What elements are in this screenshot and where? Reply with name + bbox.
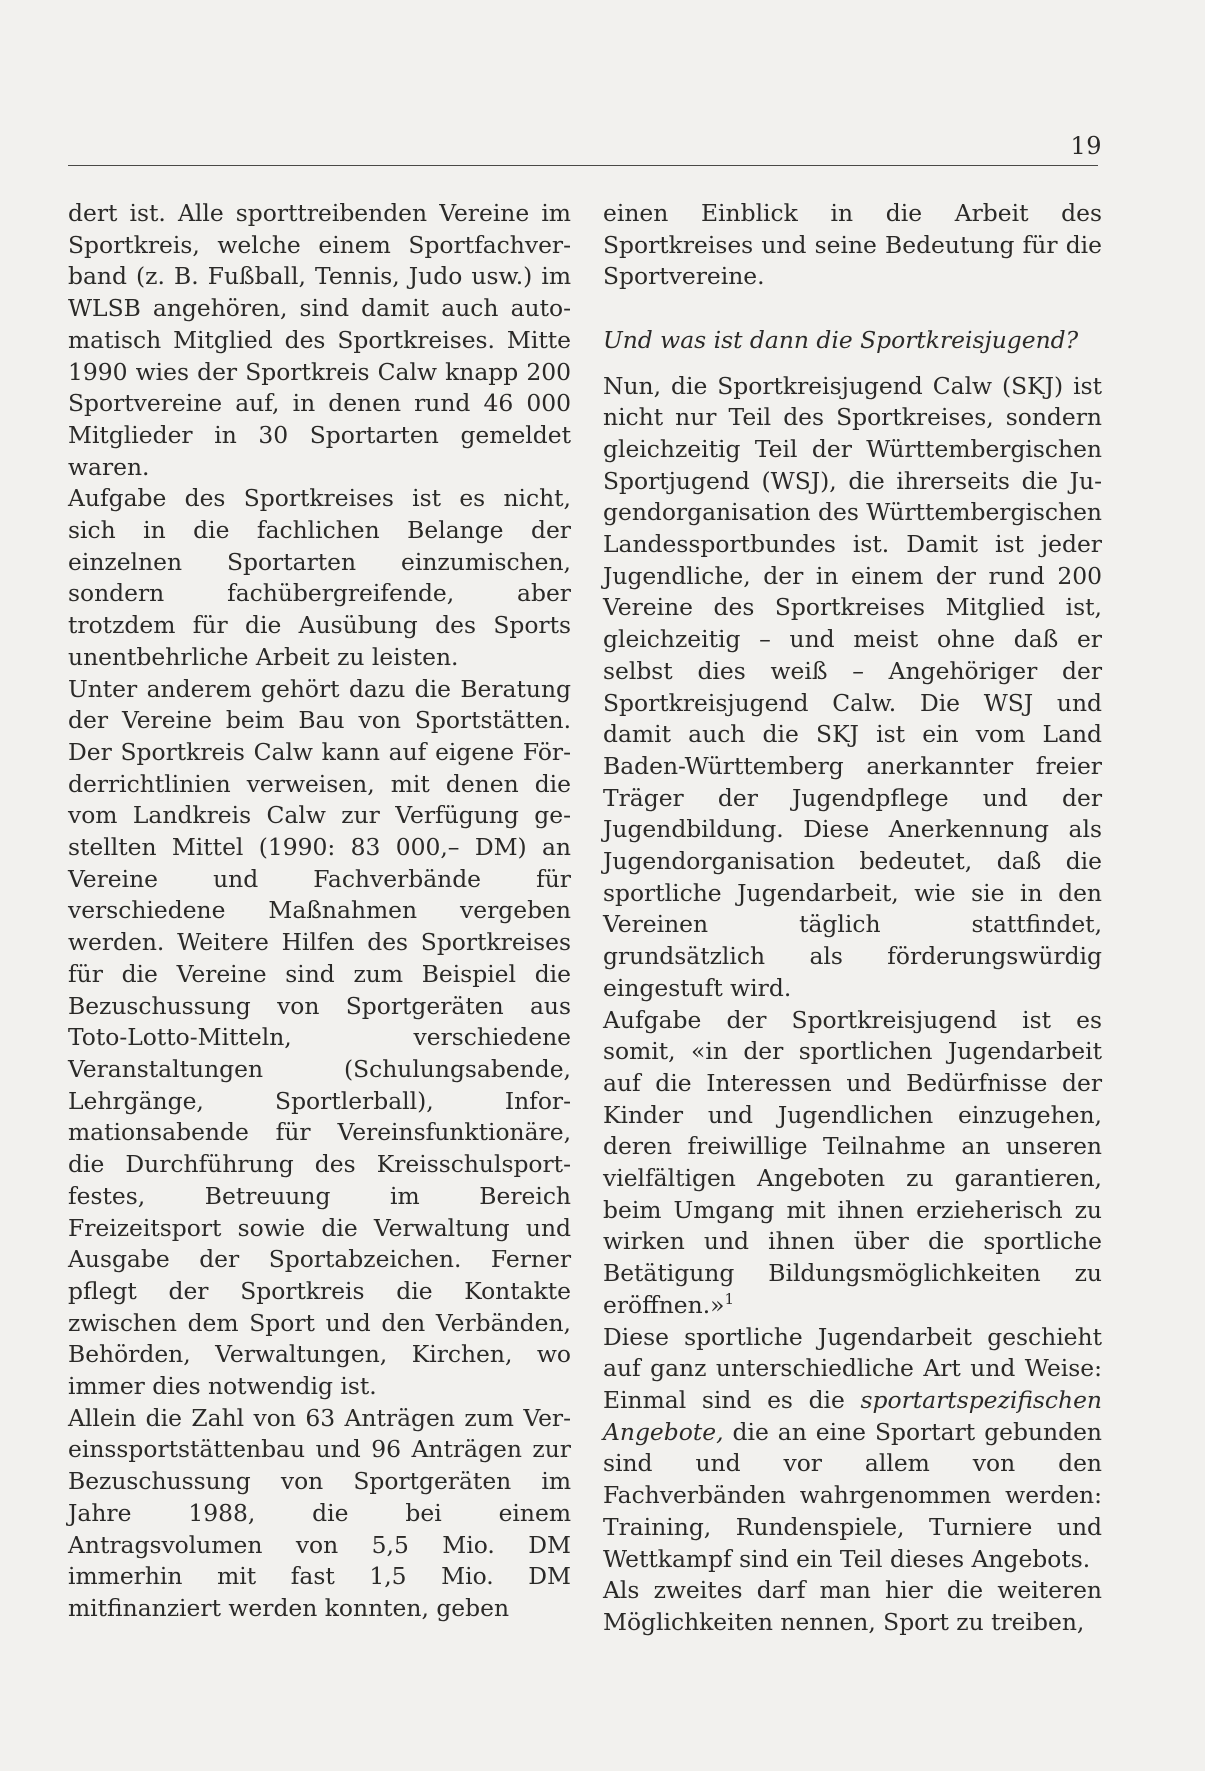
paragraph: Als zweites darf man hier die weiteren Möglichkeiten nennen, Sport zu treiben, xyxy=(603,1576,1102,1636)
right-column xyxy=(603,198,1102,1639)
paragraph: dert ist. Alle sporttreibenden Vereine im Sportkreis, welche einem Sportfachverband (z. B. Fußball, Tennis, Judo usw.) im WLSB angehören, sind damit auch automatisch Mitglied des Sportkreises. Mitte 1990 wies der Sportkreis Calw knapp 200 Sportvereine auf, in denen rund 46 000 Mitglieder in 30 Sportarten gemeldet waren. xyxy=(68,199,571,481)
paragraph: Aufgabe des Sportkreises ist es nicht, sich in die fachlichen Belange der einzelnen Sportarten einzumischen, sondern fachübergreifende, aber trotzdem für die Ausübung des Sports unentbehrliche Arbeit zu leisten. xyxy=(68,484,571,671)
header-rule xyxy=(68,165,1098,166)
footnote-mark: 1 xyxy=(724,1289,734,1308)
left-column xyxy=(68,198,571,1625)
section-heading: Und was ist dann die Sportkreisjugend? xyxy=(603,325,1079,354)
paragraph: Unter anderem gehört dazu die Beratung der Vereine beim Bau von Sportstätten. Der Sportkreis Calw kann auf eigene Förderrichtlinien verweisen, mit denen die vom Landkreis Calw zur Verfügung gestellten Mittel (1990: 83 000,– DM) an Vereine und Fachverbände für verschiedene Maßnahmen vergeben werden. Weitere Hilfen des Sportkreises für die Vereine sind zum Beispiel die Bezuschussung von Sportgeräten aus Toto-Lotto-Mitteln, verschiedene Veranstaltungen (Schulungsabende, Lehrgänge, Sportlerball), Informationsabende für Vereinsfunktionäre, die Durchführung des Kreisschulsportfestes, Betreuung im Bereich Freizeitsport sowie die Verwaltung und Ausgabe der Sportabzeichen. Ferner pflegt der Sportkreis die Kontakte zwischen dem Sport und den Verbänden, Behörden, Verwaltungen, Kirchen, wo immer dies notwendig ist. xyxy=(68,674,571,1401)
paragraph: Allein die Zahl von 63 Anträgen zum Vereinssportstättenbau und 96 Anträgen zur Bezuschussung von Sportgeräten im Jahre 1988, die bei einem Antragsvolumen von 5,5 Mio. DM immerhin mit fast 1,5 Mio. DM mitfinanziert werden konnten, geben xyxy=(68,1403,571,1622)
paragraph xyxy=(603,1322,1102,1576)
paragraph: Nun, die Sportkreisjugend Calw (SKJ) ist nicht nur Teil des Sportkreises, sondern gleichzeitig Teil der Württembergischen Sportjugend (WSJ), die ihrerseits die Jugendorganisation des Württembergischen Landessportbundes ist. Damit ist jeder Jugendliche, der in einem der rund 200 Vereine des Sportkreises Mitglied ist, gleichzeitig – und meist ohne daß er selbst dies weiß – Angehöriger der Sportkreisjugend Calw. Die WSJ und damit auch die SKJ ist ein vom Land Baden-Württemberg anerkannter freier Träger der Jugendpflege und der Jugendbildung. Diese Anerkennung als Jugendorganisation bedeutet, daß die sportliche Jugendarbeit, wie sie in den Vereinen täglich stattfindet, grundsätzlich als förderungswürdig eingestuft wird. xyxy=(603,371,1102,1002)
quote-paragraph xyxy=(603,1005,1102,1322)
paragraph-text: die an eine Sportart gebunden sind und vor allem von den Fachverbänden wahrgenommen werden: Training, Rundenspiele, Turniere und Wettkampf sind ein Teil dieses Angebots. xyxy=(603,1417,1102,1573)
page-number: 19 xyxy=(1070,132,1102,160)
emphasis-text: sportartspezifischen Angebote, xyxy=(603,1386,1102,1446)
quote-text: Aufgabe der Sportkreisjugend ist es somit, «in der sportlichen Jugendarbeit auf die Interessen und Bedürfnisse der Kinder und Jugendlichen einzugehen, deren freiwillige Teilnahme an unseren vielfältigen Angeboten zu garantieren, beim Umgang mit ihnen erzieherisch zu wirken und ihnen über die sportliche Betätigung Bildungsmöglichkeiten zu eröffnen.» xyxy=(603,1005,1102,1319)
paragraph-text: Diese sportliche Jugendarbeit geschieht auf ganz unterschiedliche Art und Weise: Einmal sind es die xyxy=(603,1322,1102,1414)
paragraph: einen Einblick in die Arbeit des Sportkreises und seine Bedeutung für die Sportvereine. xyxy=(603,199,1102,291)
